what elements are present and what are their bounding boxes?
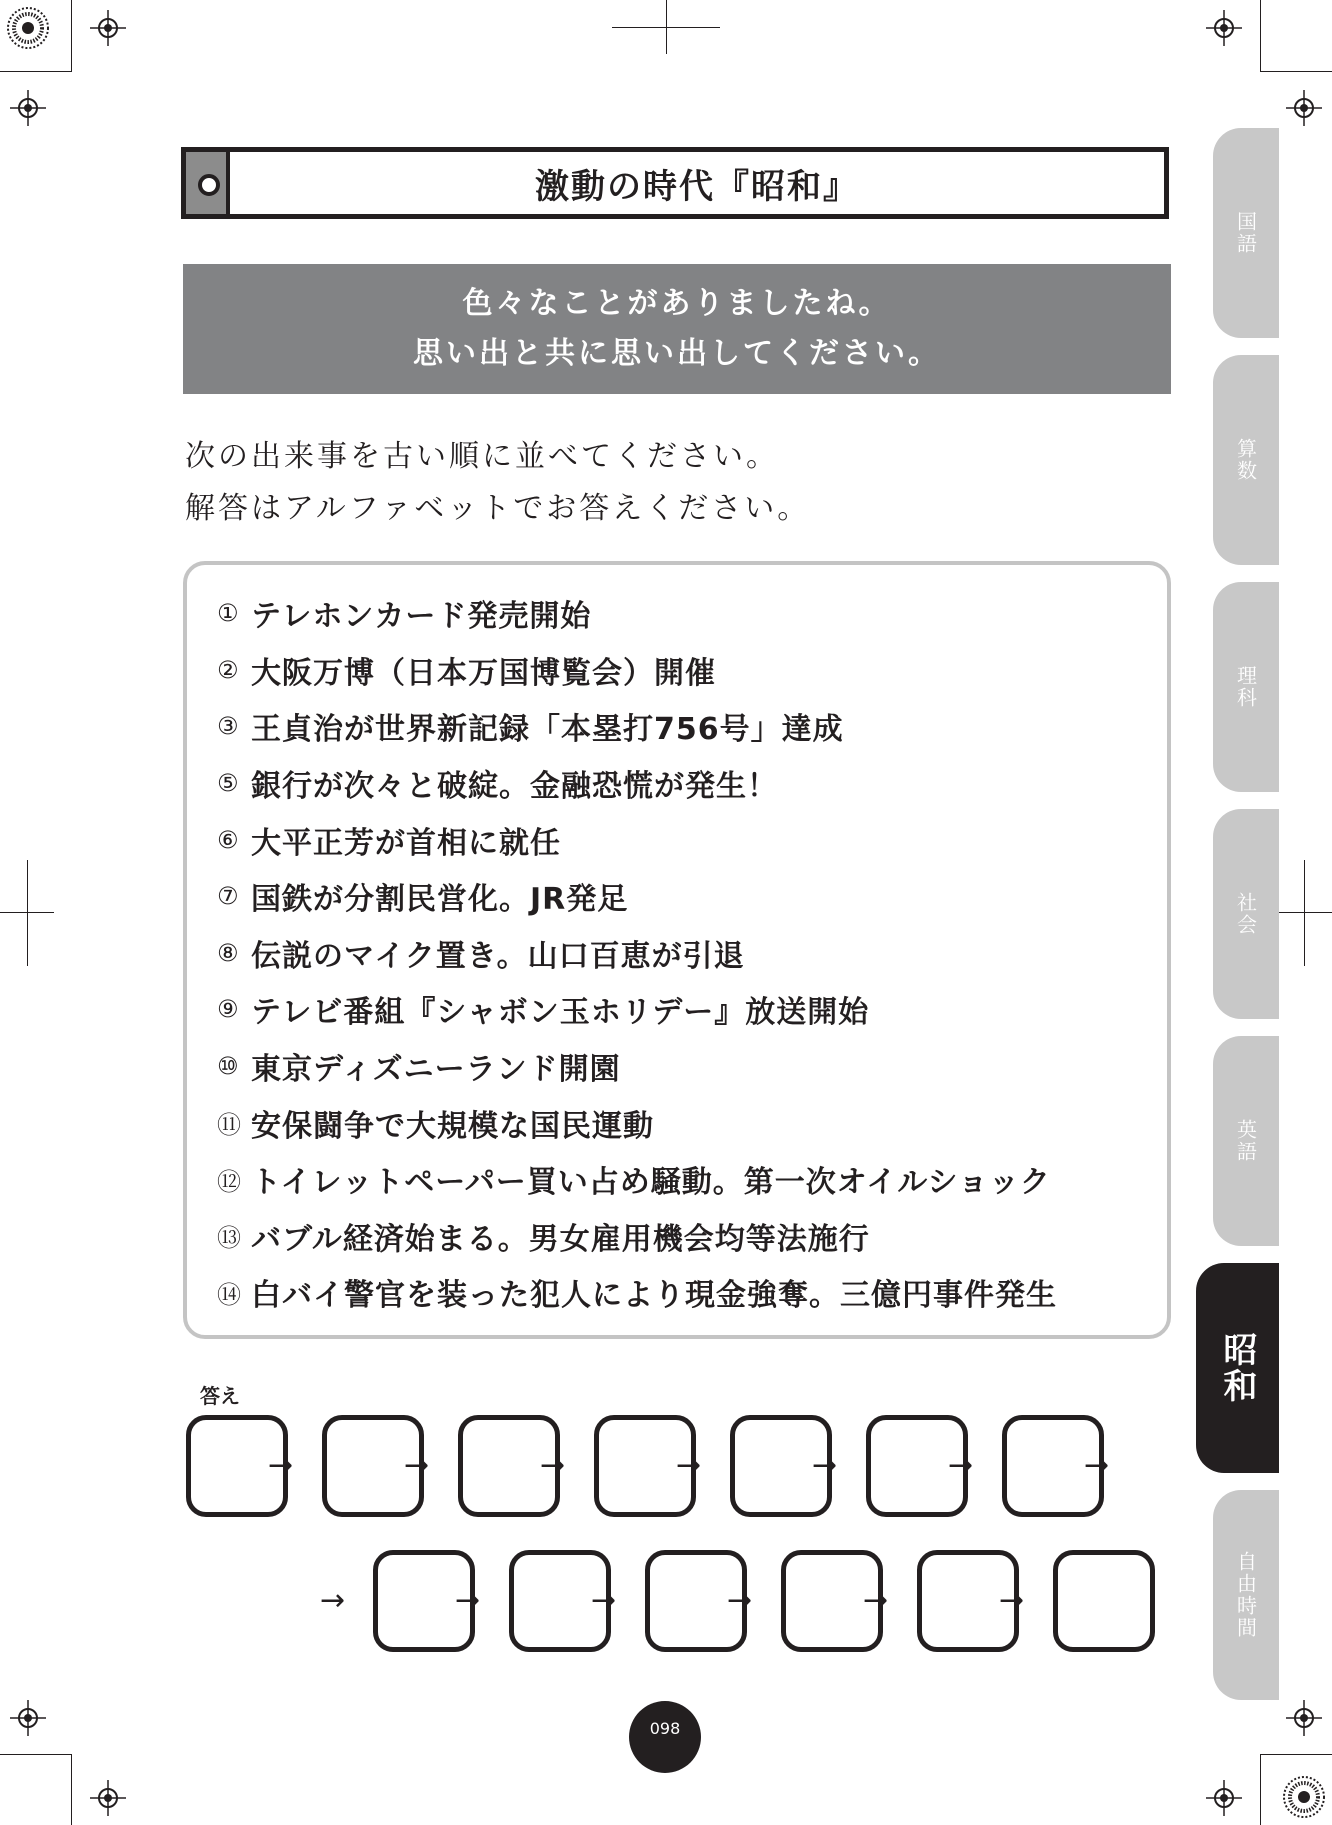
- arrow-icon: →: [676, 1448, 702, 1483]
- tab-label: 国語: [1233, 211, 1258, 255]
- crop-mark: [0, 71, 72, 72]
- tab-showa[interactable]: [1196, 1263, 1279, 1473]
- event-text: 伝説のマイク置き。山口百恵が引退: [251, 938, 745, 974]
- event-number: ⑨: [217, 995, 240, 1024]
- list-item: [217, 642, 1057, 699]
- event-number: ⑩: [217, 1052, 240, 1081]
- list-item: [217, 925, 1057, 982]
- event-number: ⑤: [217, 769, 240, 798]
- list-item: [217, 585, 1057, 642]
- crop-mark: [1278, 912, 1332, 913]
- registration-mark-icon: [1286, 90, 1322, 126]
- tab-english[interactable]: [1213, 1036, 1279, 1246]
- tab-social-studies[interactable]: [1213, 809, 1279, 1019]
- event-text: 大平正芳が首相に就任: [251, 825, 561, 861]
- event-list: [217, 585, 1057, 1321]
- list-item: [217, 868, 1057, 925]
- title-bar: [181, 147, 1169, 219]
- event-text: 白バイ警官を装った犯人により現金強奪。三億円事件発生: [251, 1278, 1057, 1314]
- crop-mark: [27, 860, 28, 966]
- list-item: [217, 1094, 1057, 1151]
- tab-free-time[interactable]: [1213, 1490, 1279, 1700]
- crop-mark: [1260, 0, 1261, 72]
- crop-mark: [0, 1754, 72, 1755]
- arrow-icon: →: [812, 1448, 838, 1483]
- event-text: 安保闘争で大規模な国民運動: [251, 1108, 654, 1144]
- tab-label: 社会: [1233, 892, 1258, 936]
- answer-box-13[interactable]: [1053, 1550, 1155, 1652]
- registration-mark-icon: [90, 1780, 126, 1816]
- color-wheel-mark-icon: [1282, 1775, 1326, 1819]
- tab-label: 理科: [1233, 665, 1258, 709]
- crop-mark: [1260, 71, 1332, 72]
- arrow-icon: →: [727, 1583, 753, 1618]
- crop-mark: [71, 0, 72, 72]
- event-number: ⑪: [217, 1111, 242, 1140]
- event-text: 国鉄が分割民営化。JR発足: [251, 882, 629, 918]
- arrow-icon: →: [948, 1448, 974, 1483]
- arrow-icon: →: [455, 1583, 481, 1618]
- event-number: ⑭: [217, 1280, 242, 1309]
- circle-icon: [198, 174, 220, 196]
- banner-line-2: 思い出と共に思い出してください。: [413, 336, 941, 371]
- event-text: 大阪万博（日本万国博覧会）開催: [251, 655, 716, 691]
- crop-mark: [666, 0, 667, 54]
- list-item: [217, 1264, 1057, 1321]
- tab-japanese[interactable]: [1213, 128, 1279, 338]
- event-list-box: [183, 561, 1171, 1339]
- list-item: [217, 811, 1057, 868]
- tab-science[interactable]: [1213, 582, 1279, 792]
- event-number: ③: [217, 712, 240, 741]
- arrow-icon: →: [591, 1583, 617, 1618]
- list-item: [217, 698, 1057, 755]
- event-text: バブル経済始まる。男女雇用機会均等法施行: [251, 1221, 870, 1257]
- arrow-icon: →: [404, 1448, 430, 1483]
- crop-mark: [71, 1754, 72, 1825]
- registration-mark-icon: [10, 1700, 46, 1736]
- intro-banner: [183, 264, 1171, 394]
- instruction-line-2: 解答はアルファベットでお答えください。: [185, 491, 811, 526]
- tab-label: 算数: [1233, 438, 1258, 482]
- event-number: ②: [217, 655, 240, 684]
- tab-label: 昭和: [1217, 1332, 1257, 1404]
- list-item: [217, 1208, 1057, 1265]
- registration-mark-icon: [1206, 1780, 1242, 1816]
- answer-label: 答え: [200, 1384, 240, 1408]
- page-number: 098: [629, 1701, 701, 1773]
- arrow-icon: →: [863, 1583, 889, 1618]
- registration-mark-icon: [10, 90, 46, 126]
- event-number: ⑦: [217, 882, 240, 911]
- event-text: テレホンカード発売開始: [251, 599, 592, 635]
- arrow-icon: →: [999, 1583, 1025, 1618]
- event-number: ⑧: [217, 938, 240, 967]
- banner-line-1: 色々なことがありましたね。: [462, 286, 892, 321]
- list-item: [217, 981, 1057, 1038]
- list-item: [217, 1151, 1057, 1208]
- title-tab: [186, 152, 230, 214]
- arrow-icon: →: [320, 1583, 346, 1618]
- instructions: [185, 431, 810, 535]
- list-item: [217, 1038, 1057, 1095]
- page-title: 激動の時代『昭和』: [535, 166, 859, 207]
- crop-mark: [1304, 860, 1305, 966]
- tab-math[interactable]: [1213, 355, 1279, 565]
- event-text: 銀行が次々と破綻。金融恐慌が発生！: [251, 769, 778, 805]
- event-number: ⑫: [217, 1167, 242, 1196]
- arrow-icon: →: [268, 1448, 294, 1483]
- event-number: ①: [217, 599, 240, 628]
- arrow-icon: →: [540, 1448, 566, 1483]
- event-text: テレビ番組『シャボン玉ホリデー』放送開始: [251, 995, 870, 1031]
- list-item: [217, 755, 1057, 812]
- arrow-icon: →: [1084, 1448, 1110, 1483]
- color-wheel-mark-icon: [6, 6, 50, 50]
- tab-label: 自由時間: [1233, 1551, 1258, 1639]
- crop-mark: [1260, 1754, 1332, 1755]
- event-number: ⑬: [217, 1224, 242, 1253]
- event-text: トイレットペーパー買い占め騒動。第一次オイルショック: [251, 1165, 1051, 1201]
- registration-mark-icon: [1286, 1700, 1322, 1736]
- registration-mark-icon: [1206, 10, 1242, 46]
- registration-mark-icon: [90, 10, 126, 46]
- event-number: ⑥: [217, 825, 240, 854]
- crop-mark: [1260, 1754, 1261, 1825]
- tab-label: 英語: [1233, 1119, 1258, 1163]
- instruction-line-1: 次の出来事を古い順に並べてください。: [185, 439, 779, 474]
- event-text: 王貞治が世界新記録「本塁打756号」達成: [251, 712, 844, 748]
- event-text: 東京ディズニーランド開園: [251, 1052, 621, 1088]
